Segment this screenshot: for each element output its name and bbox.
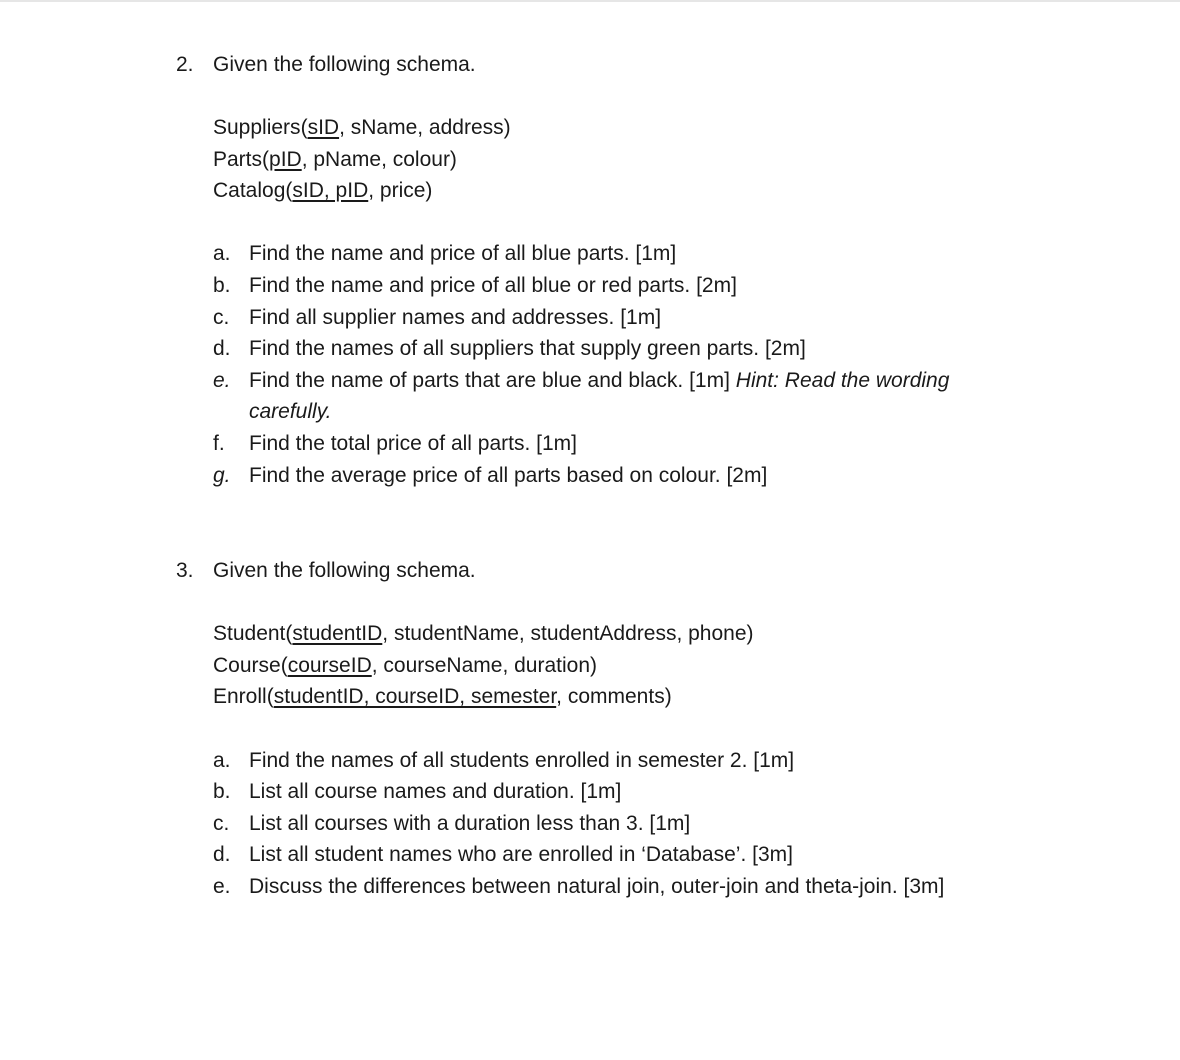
subquestion-letter: a.: [213, 749, 231, 772]
question-number: 3.: [176, 559, 194, 582]
subquestion-text: Discuss the differences between natural join, outer-join and theta-join. [3m]: [249, 875, 945, 898]
primary-key: sID, pID: [292, 179, 369, 202]
subquestion-text: List all student names who are enrolled in ‘Database’. [3m]: [249, 843, 793, 866]
primary-key: studentID, courseID, semester: [273, 685, 557, 708]
schema-relation-student: Student(studentID, studentName, studentAddress, phone): [213, 622, 754, 645]
question-prompt: Given the following schema.: [213, 53, 476, 76]
subquestion-text: Find all supplier names and addresses. [1m]: [249, 306, 662, 329]
subquestion-letter: c.: [213, 306, 230, 329]
subquestion-letter: d.: [213, 337, 231, 360]
subquestion-text: Find the average price of all parts based on colour. [2m]: [249, 464, 768, 487]
subquestion-text: Find the name and price of all blue parts. [1m]: [249, 242, 677, 265]
subquestion-text: Find the total price of all parts. [1m]: [249, 432, 577, 455]
subquestion-letter: e.: [213, 875, 231, 898]
subquestion-text: Find the names of all suppliers that supply green parts. [2m]: [249, 337, 806, 360]
subquestion-letter: g.: [213, 464, 231, 487]
schema-relation-suppliers: Suppliers(sID, sName, address): [213, 116, 511, 139]
schema-relation-parts: Parts(pID, pName, colour): [213, 148, 457, 171]
schema-relation-course: Course(courseID, courseName, duration): [213, 654, 598, 677]
subquestion-letter: f.: [213, 432, 225, 455]
primary-key: courseID: [287, 654, 372, 677]
schema-relation-catalog: Catalog(sID, pID, price): [213, 179, 433, 202]
subquestion-letter: b.: [213, 780, 231, 803]
subquestion-text: List all courses with a duration less than 3. [1m]: [249, 812, 691, 835]
subquestion-letter: d.: [213, 843, 231, 866]
subquestion-text: Find the name of parts that are blue and black. [1m] Hint: Read the wording: [249, 369, 950, 392]
subquestion-letter: c.: [213, 812, 230, 835]
hint-text: Hint: Read the wording: [735, 369, 950, 392]
hint-text-continued: carefully.: [249, 400, 332, 423]
primary-key: studentID: [292, 622, 383, 645]
subquestion-text: Find the name and price of all blue or red parts. [2m]: [249, 274, 737, 297]
subquestion-letter: b.: [213, 274, 231, 297]
subquestion-text: List all course names and duration. [1m]: [249, 780, 622, 803]
primary-key: sID: [307, 116, 340, 139]
subquestion-letter: e.: [213, 369, 231, 392]
subquestion-text: Find the names of all students enrolled in semester 2. [1m]: [249, 749, 795, 772]
question-prompt: Given the following schema.: [213, 559, 476, 582]
subquestion-letter: a.: [213, 242, 231, 265]
question-number: 2.: [176, 53, 194, 76]
schema-relation-enroll: Enroll(studentID, courseID, semester, comments): [213, 685, 672, 708]
primary-key: pID: [269, 148, 302, 171]
page-top-border: [0, 0, 1180, 2]
